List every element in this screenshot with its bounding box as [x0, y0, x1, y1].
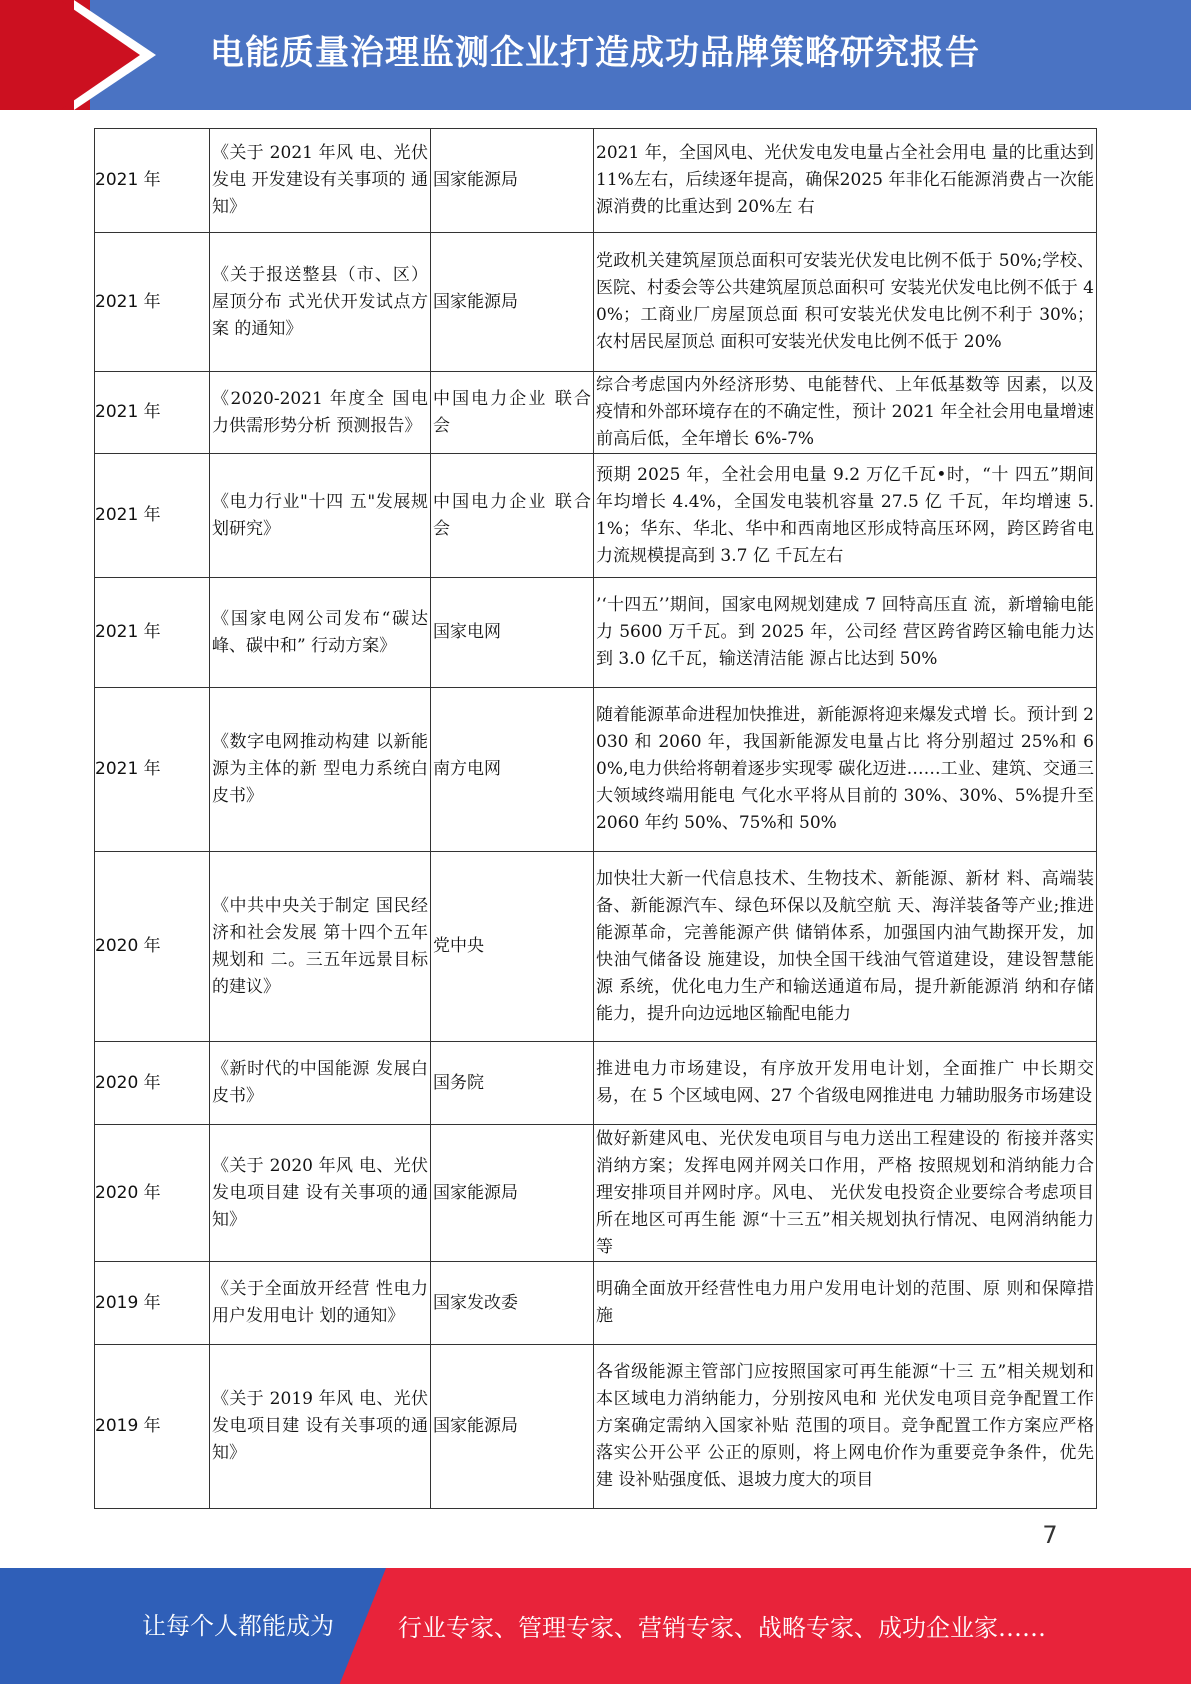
content-cell: 加快壮大新一代信息技术、生物技术、新能源、新材 料、高端装备、新能源汽车、绿色环保以及航空航 天、海洋装备等产业;推进能源革命，完善能源产供 储销体系，加强国内油气勘探开发，加快油气储备设 施建设，加快全国干线油气管道建设，建设智慧能源 系统，优化电力生产和输送通道布局，提升新能源消 纳和存储能力，提升向边远地区输配电能力	[594, 852, 1097, 1042]
content-cell: ’‘十四五’’期间，国家电网规划建成 7 回特高压直 流，新增输电能力 5600 万千瓦。到 2025 年，公司经 营区跨省跨区输电能力达到 3.0 亿千瓦，输送清洁能 源占比达到 50%	[594, 578, 1097, 688]
content-cell: 推进电力市场建设，有序放开发用电计划，全面推广 中长期交易，在 5 个区域电网、27 个省级电网推进电 力辅助服务市场建设	[594, 1042, 1097, 1125]
document-cell: 《关于 2020 年风 电、光伏发电项目建 设有关事项的通知》	[210, 1125, 431, 1262]
issuer-cell: 党中央	[431, 852, 594, 1042]
year-cell: 2021 年	[95, 129, 210, 233]
issuer-cell: 国家能源局	[431, 1125, 594, 1262]
year-cell: 2020 年	[95, 1125, 210, 1262]
issuer-cell: 国家能源局	[431, 233, 594, 372]
table-row	[95, 578, 1097, 688]
header-chevron-red	[60, 0, 140, 110]
document-cell: 《关于 2019 年风 电、光伏发电项目建 设有关事项的通知》	[210, 1345, 431, 1509]
issuer-cell: 国家能源局	[431, 1345, 594, 1509]
page-number: 7	[1042, 1521, 1058, 1549]
content-cell: 各省级能源主管部门应按照国家可再生能源“十三 五”相关规划和本区域电力消纳能力，分别按风电和 光伏发电项目竞争配置工作方案确定需纳入国家补贴 范围的项目。竞争配置工作方案应严格落实公开公平 公正的原则，将上网电价作为重要竞争条件，优先建 设补贴强度低、退坡力度大的项目	[594, 1345, 1097, 1509]
document-cell: 《新时代的中国能源 发展白皮书》	[210, 1042, 431, 1125]
year-cell: 2021 年	[95, 233, 210, 372]
issuer-cell: 中国电力企业 联合会	[431, 454, 594, 578]
table-row	[95, 129, 1097, 233]
content-cell: 预期 2025 年，全社会用电量 9.2 万亿千瓦•时，“十 四五”期间年均增长 4.4%，全国发电装机容量 27.5 亿 千瓦，年均增速 5.1%；华东、华北、华中和西南地区形成特高压环网，跨区跨省电力流规模提高到 3.7 亿 千瓦左右	[594, 454, 1097, 578]
year-cell: 2019 年	[95, 1345, 210, 1509]
issuer-cell: 国家发改委	[431, 1262, 594, 1345]
footer-lead-text: 让每个人都能成为	[142, 1612, 334, 1640]
content-cell: 2021 年，全国风电、光伏发电发电量占全社会用电 量的比重达到11%左右，后续逐年提高，确保2025 年非化石能源消费占一次能源消费的比重达到 20%左 右	[594, 129, 1097, 233]
content-cell: 党政机关建筑屋顶总面积可安装光伏发电比例不低于 50%;学校、医院、村委会等公共建筑屋顶总面积可 安装光伏发电比例不低于 40%；工商业厂房屋顶总面 积可安装光伏发电比例不利于 30%；农村居民屋顶总 面积可安装光伏发电比例不低于 20%	[594, 233, 1097, 372]
content-cell: 随着能源革命进程加快推进，新能源将迎来爆发式增 长。预计到 2030 和 2060 年，我国新能源发电量占比 将分别超过 25%和 60%,电力供给将朝着逐步实现零 碳化迈进……工业、建筑、交通三大领域终端用能电 气化水平将从目前的 30%、30%、5%提升至 2060 年约 50%、75%和 50%	[594, 688, 1097, 852]
document-cell: 《关于报送整县（市、区）屋顶分布 式光伏开发试点方案 的通知》	[210, 233, 431, 372]
footer-roles-text: 行业专家、管理专家、营销专家、战略专家、成功企业家……	[398, 1614, 1046, 1642]
document-cell: 《电力行业"十四 五"发展规划研究》	[210, 454, 431, 578]
table-row	[95, 688, 1097, 852]
document-cell: 《关于全面放开经营 性电力用户发用电计 划的通知》	[210, 1262, 431, 1345]
issuer-cell: 国家电网	[431, 578, 594, 688]
document-cell: 《数字电网推动构建 以新能源为主体的新 型电力系统白皮书》	[210, 688, 431, 852]
table-row	[95, 233, 1097, 372]
table-row	[95, 1042, 1097, 1125]
year-cell: 2021 年	[95, 688, 210, 852]
document-cell: 《国家电网公司发布“碳达峰、碳中和” 行动方案》	[210, 578, 431, 688]
document-cell: 《关于 2021 年风 电、光伏发电 开发建设有关事项的 通知》	[210, 129, 431, 233]
policy-table-container	[94, 128, 1097, 1515]
table-row	[95, 454, 1097, 578]
table-row	[95, 1262, 1097, 1345]
issuer-cell: 国家能源局	[431, 129, 594, 233]
content-cell: 综合考虑国内外经济形势、电能替代、上年低基数等 因素，以及疫情和外部环境存在的不确定性，预计 2021 年全社会用电量增速前高后低，全年增长 6%-7%	[594, 372, 1097, 454]
table-row	[95, 1345, 1097, 1509]
year-cell: 2021 年	[95, 454, 210, 578]
content-cell: 明确全面放开经营性电力用户发用电计划的范围、原 则和保障措施	[594, 1262, 1097, 1345]
table-row	[95, 852, 1097, 1042]
year-cell: 2021 年	[95, 578, 210, 688]
document-cell: 《中共中央关于制定 国民经济和社会发展 第十四个五年规划和 二。三五年远景目标 的建议》	[210, 852, 431, 1042]
table-row	[95, 1125, 1097, 1262]
page-header	[0, 0, 1191, 110]
content-cell: 做好新建风电、光伏发电项目与电力送出工程建设的 衔接并落实消纳方案；发挥电网并网关口作用，严格 按照规划和消纳能力合理安排项目并网时序。风电、 光伏发电投资企业要综合考虑项目所在地区可再生能 源“十三五”相关规划执行情况、电网消纳能力等	[594, 1125, 1097, 1262]
issuer-cell: 国务院	[431, 1042, 594, 1125]
page-footer	[0, 1568, 1191, 1684]
issuer-cell: 南方电网	[431, 688, 594, 852]
year-cell: 2021 年	[95, 372, 210, 454]
document-cell: 《2020-2021 年度全 国电力供需形势分析 预测报告》	[210, 372, 431, 454]
year-cell: 2019 年	[95, 1262, 210, 1345]
year-cell: 2020 年	[95, 1042, 210, 1125]
issuer-cell: 中国电力企业 联合会	[431, 372, 594, 454]
year-cell: 2020 年	[95, 852, 210, 1042]
report-title: 电能质量治理监测企业打造成功品牌策略研究报告	[210, 33, 980, 73]
policy-table	[94, 128, 1097, 1509]
table-row	[95, 372, 1097, 454]
